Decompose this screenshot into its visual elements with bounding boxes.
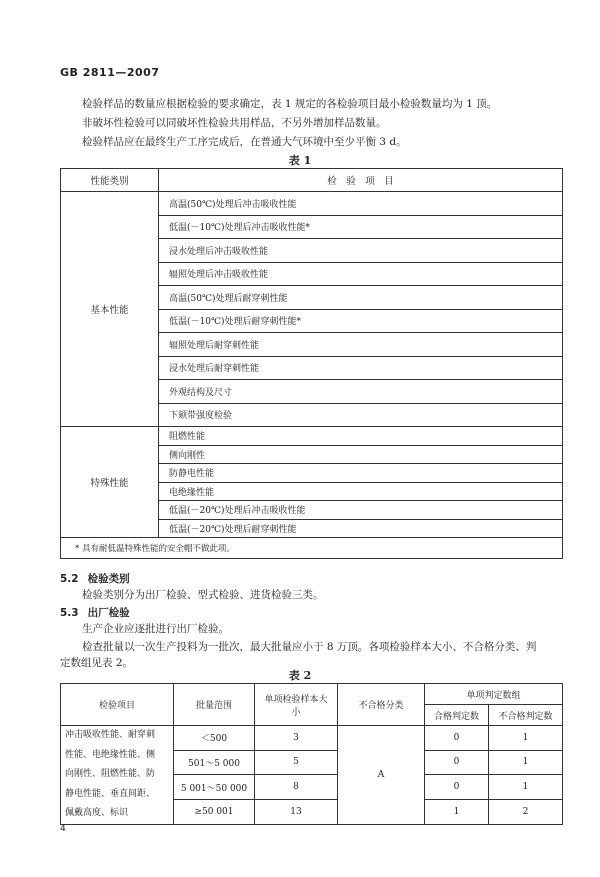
sample-size-cell: 5 xyxy=(255,750,338,775)
intro-paragraph: 检验样品的数量应根据检验的要求确定，表 1 规定的各检验项目最小检验数量均为 1 顶。 xyxy=(82,98,498,110)
section-title: 检验类别 xyxy=(87,573,130,585)
items-line: 冲击吸收性能、耐穿刺 xyxy=(65,730,156,740)
standard-code-header: GB 2811—2007 xyxy=(60,66,160,79)
items-line: 静电性能、垂直间距、 xyxy=(65,788,156,799)
defect-class-cell: A xyxy=(338,726,425,825)
batch-range-cell: 501～5 000 xyxy=(174,750,255,775)
item-cell: 低温(－20℃)处理后冲击吸收性能 xyxy=(159,501,563,520)
section-5-3-text: 定数组见表 2。 xyxy=(60,657,134,669)
column-header-defect-class: 不合格分类 xyxy=(338,684,425,726)
column-header-sample: 单项检验样本大小 xyxy=(255,684,338,726)
column-header-judgement-group: 单项判定数组 xyxy=(425,684,563,705)
table-row xyxy=(61,726,563,751)
pass-number-cell: 0 xyxy=(425,750,489,775)
table-row xyxy=(61,427,563,446)
section-number: 5.3 xyxy=(60,607,79,619)
category-cell-basic: 基本性能 xyxy=(61,192,159,427)
item-cell: 辐照处理后耐穿刺性能 xyxy=(159,333,563,357)
intro-paragraph: 检验样品应在最终生产工序完成后，在普通大气环境中至少平衡 3 d。 xyxy=(82,136,407,148)
sample-size-cell: 8 xyxy=(255,775,338,800)
column-header-items: 检验项目 xyxy=(61,684,174,726)
section-5-2-heading xyxy=(60,571,130,586)
page-number: 4 xyxy=(60,824,66,834)
item-cell: 阻燃性能 xyxy=(159,427,563,446)
item-cell: 低温(－10℃)处理后耐穿刺性能* xyxy=(159,309,563,333)
item-cell: 浸水处理后冲击吸收性能 xyxy=(159,239,563,263)
item-cell: 低温(－20℃)处理后耐穿刺性能 xyxy=(159,519,563,538)
item-cell: 侧向刚性 xyxy=(159,445,563,464)
item-cell: 高温(50℃)处理后耐穿刺性能 xyxy=(159,286,563,310)
fail-number-cell: 1 xyxy=(489,775,563,800)
pass-number-cell: 1 xyxy=(425,799,489,824)
item-cell: 防静电性能 xyxy=(159,464,563,483)
item-cell: 辐照处理后冲击吸收性能 xyxy=(159,262,563,286)
table-header-row xyxy=(61,169,563,192)
section-5-2-text: 检验类别分为出厂检验、型式检验、进货检验三类。 xyxy=(82,589,324,601)
table1-footnote: * 具有耐低温特殊性能的安全帽不做此项。 xyxy=(61,538,563,559)
sample-size-cell: 3 xyxy=(255,726,338,751)
item-cell: 高温(50℃)处理后冲击吸收性能 xyxy=(159,192,563,216)
column-header-pass: 合格判定数 xyxy=(425,705,489,726)
table1-caption: 表 1 xyxy=(288,154,312,167)
inspection-items-cell xyxy=(61,726,174,825)
table-row xyxy=(61,192,563,216)
items-line: 性能、电绝缘性能、侧 xyxy=(65,749,156,760)
intro-paragraph: 非破坏性检验可以同破坏性检验共用样品，不另外增加样品数量。 xyxy=(82,117,387,129)
item-cell: 低温(－10℃)处理后冲击吸收性能* xyxy=(159,215,563,239)
pass-number-cell: 0 xyxy=(425,726,489,751)
item-cell: 外观结构及尺寸 xyxy=(159,380,563,404)
column-header-category: 性能类别 xyxy=(61,169,159,192)
column-header-fail: 不合格判定数 xyxy=(489,705,563,726)
column-header-items: 检 验 项 目 xyxy=(159,169,563,192)
batch-range-cell: 5 001～50 000 xyxy=(174,775,255,800)
item-cell: 电绝缘性能 xyxy=(159,482,563,501)
section-5-3-text: 检查批量以一次生产投料为一批次，最大批量应小于 8 万顶。各项检验样本大小、不合格分类、判 xyxy=(82,641,537,653)
fail-number-cell: 1 xyxy=(489,726,563,751)
batch-range-cell: ≥50 001 xyxy=(174,799,255,824)
items-line: 佩戴高度、标识 xyxy=(65,808,129,818)
category-cell-special: 特殊性能 xyxy=(61,427,159,538)
section-number: 5.2 xyxy=(60,573,79,585)
batch-range-cell: ＜500 xyxy=(174,726,255,751)
table2-caption: 表 2 xyxy=(288,669,312,682)
pass-number-cell: 0 xyxy=(425,775,489,800)
items-line: 向刚性、阻燃性能、防 xyxy=(65,769,156,779)
section-5-3-heading xyxy=(60,605,130,620)
fail-number-cell: 2 xyxy=(489,799,563,824)
item-cell: 浸水处理后耐穿刺性能 xyxy=(159,356,563,380)
table-header-row xyxy=(61,684,563,705)
column-header-batch: 批量范围 xyxy=(174,684,255,726)
inspection-items-table xyxy=(60,168,563,559)
table-note-row xyxy=(61,538,563,559)
section-5-3-text: 生产企业应逐批进行出厂检验。 xyxy=(82,623,229,635)
sampling-plan-table xyxy=(60,683,563,825)
section-title: 出厂检验 xyxy=(87,607,130,619)
fail-number-cell: 1 xyxy=(489,750,563,775)
item-cell: 下颏带强度检验 xyxy=(159,403,563,427)
sample-size-cell: 13 xyxy=(255,799,338,824)
